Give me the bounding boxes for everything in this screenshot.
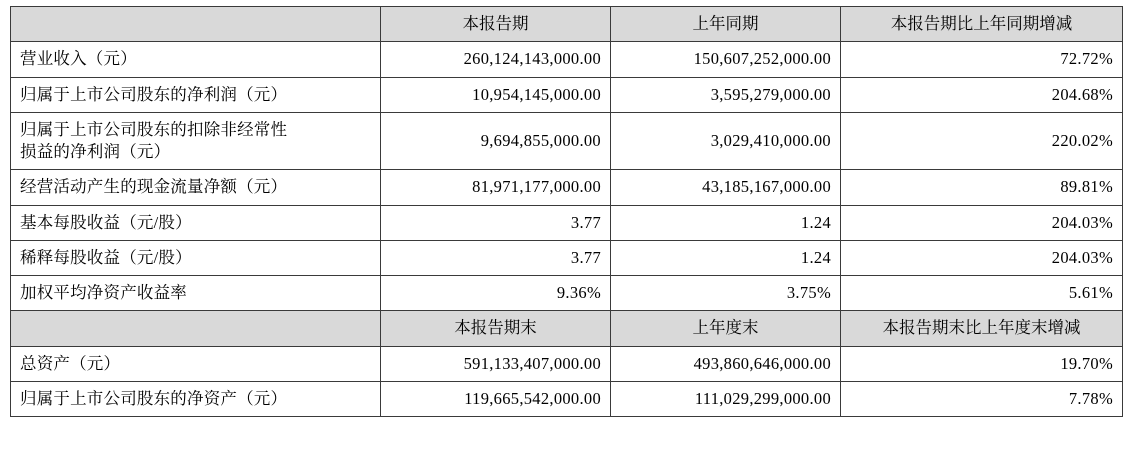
row-change-total-assets: 19.70% <box>841 346 1123 381</box>
row-current-revenue: 260,124,143,000.00 <box>381 42 611 77</box>
row-change-roe: 5.61% <box>841 276 1123 311</box>
row-label-operating-cash-flow: 经营活动产生的现金流量净额（元） <box>11 170 381 205</box>
row-current-basic-eps: 3.77 <box>381 205 611 240</box>
row-change-net-profit-deducted: 220.02% <box>841 112 1123 170</box>
financial-summary-table <box>10 6 1123 417</box>
header-current-period: 本报告期 <box>381 7 611 42</box>
table-row <box>11 346 1123 381</box>
row-label-line2: 损益的净利润（元） <box>20 142 171 162</box>
table-row <box>11 276 1123 311</box>
row-previous-net-profit: 3,595,279,000.00 <box>611 77 841 112</box>
row-previous-diluted-eps: 1.24 <box>611 240 841 275</box>
row-current-net-assets: 119,665,542,000.00 <box>381 381 611 416</box>
row-current-net-profit-deducted: 9,694,855,000.00 <box>381 112 611 170</box>
row-previous-operating-cash-flow: 43,185,167,000.00 <box>611 170 841 205</box>
header-current-period-end: 本报告期末 <box>381 311 611 346</box>
table-header-row-balance <box>11 311 1123 346</box>
row-label-basic-eps: 基本每股收益（元/股） <box>11 205 381 240</box>
row-label-net-profit: 归属于上市公司股东的净利润（元） <box>11 77 381 112</box>
row-previous-net-profit-deducted: 3,029,410,000.00 <box>611 112 841 170</box>
row-previous-net-assets: 111,029,299,000.00 <box>611 381 841 416</box>
row-label-diluted-eps: 稀释每股收益（元/股） <box>11 240 381 275</box>
row-label-revenue: 营业收入（元） <box>11 42 381 77</box>
row-label-roe: 加权平均净资产收益率 <box>11 276 381 311</box>
row-current-total-assets: 591,133,407,000.00 <box>381 346 611 381</box>
table-row <box>11 240 1123 275</box>
row-change-net-assets: 7.78% <box>841 381 1123 416</box>
row-label-line1: 归属于上市公司股东的扣除非经常性 <box>20 119 288 139</box>
header-period-change: 本报告期比上年同期增减 <box>841 7 1123 42</box>
header-period-end-change: 本报告期末比上年度末增减 <box>841 311 1123 346</box>
row-change-net-profit: 204.68% <box>841 77 1123 112</box>
row-label-total-assets: 总资产（元） <box>11 346 381 381</box>
table-header-row-period <box>11 7 1123 42</box>
table-row <box>11 42 1123 77</box>
row-previous-basic-eps: 1.24 <box>611 205 841 240</box>
table-row <box>11 381 1123 416</box>
header-previous-year-end: 上年度末 <box>611 311 841 346</box>
row-label-net-assets: 归属于上市公司股东的净资产（元） <box>11 381 381 416</box>
header-blank-cell-2 <box>11 311 381 346</box>
row-current-roe: 9.36% <box>381 276 611 311</box>
row-label-net-profit-deducted <box>11 112 381 170</box>
row-previous-total-assets: 493,860,646,000.00 <box>611 346 841 381</box>
header-blank-cell <box>11 7 381 42</box>
row-change-operating-cash-flow: 89.81% <box>841 170 1123 205</box>
table-row <box>11 205 1123 240</box>
row-change-revenue: 72.72% <box>841 42 1123 77</box>
table-row <box>11 170 1123 205</box>
row-previous-roe: 3.75% <box>611 276 841 311</box>
row-current-operating-cash-flow: 81,971,177,000.00 <box>381 170 611 205</box>
row-current-diluted-eps: 3.77 <box>381 240 611 275</box>
table-row <box>11 112 1123 170</box>
row-change-basic-eps: 204.03% <box>841 205 1123 240</box>
table-row <box>11 77 1123 112</box>
row-previous-revenue: 150,607,252,000.00 <box>611 42 841 77</box>
row-current-net-profit: 10,954,145,000.00 <box>381 77 611 112</box>
row-change-diluted-eps: 204.03% <box>841 240 1123 275</box>
header-previous-period: 上年同期 <box>611 7 841 42</box>
